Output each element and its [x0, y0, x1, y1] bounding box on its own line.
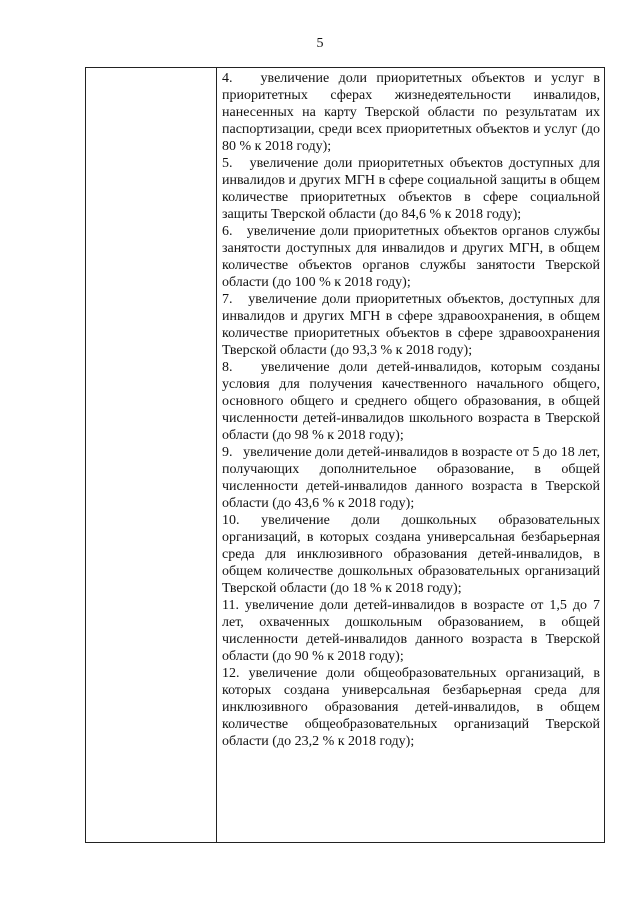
list-item-9: 9. увеличение доли детей-инвалидов в возрасте от 5 до 18 лет, получающих дополнительное образование, в общей численности детей-инвалидов данного возраста в Тверской области (до 43,6 % к 2018 году); — [222, 445, 600, 511]
table-left-cell — [86, 68, 217, 842]
document-table — [85, 67, 605, 843]
list-item-11: 11. увеличение доли детей-инвалидов в возрасте от 1,5 до 7 лет, охваченных дошкольным образованием, в общей численности детей-инвалидов данного возраста в Тверской области (до 90 % к 2018 году); — [222, 598, 600, 664]
list-item-7: 7. увеличение доли приоритетных объектов, доступных для инвалидов и других МГН в сфере здравоохранения, в общем количестве приоритетных объектов в сфере здравоохранения Тверской области (до 93,3 % к 2018 году); — [222, 292, 600, 358]
table-right-cell — [217, 68, 604, 750]
page-number: 5 — [316, 36, 324, 51]
list-item-8: 8. увеличение доли детей-инвалидов, которым созданы условия для получения качественного начального общего, основного общего и среднего общего образования, в общей численности детей-инвалидов школьного возраста в Тверской области (до 98 % к 2018 году); — [222, 360, 600, 443]
list-item-5: 5. увеличение доли приоритетных объектов доступных для инвалидов и других МГН в сфере социальной защиты в общем количестве приоритетных объектов в сфере социальной защиты Тверской области (до 84,6 % к 2018 году); — [222, 156, 600, 222]
list-item-6: 6. увеличение доли приоритетных объектов органов службы занятости доступных для инвалидов и других МГН, в общем количестве объектов органов службы занятости Тверской области (до 100 % к 2018 году); — [222, 224, 600, 290]
list-item-12: 12. увеличение доли общеобразовательных организаций, в которых создана универсальная безбарьерная среда для инклюзивного образования детей-инвалидов, в общем количестве общеобразовательных организаций Тверской области (до 23,2 % к 2018 году); — [222, 666, 600, 749]
list-item-10: 10. увеличение доли дошкольных образовательных организаций, в которых создана универсальная безбарьерная среда для инклюзивного образования детей-инвалидов, в общем количестве дошкольных образовательных организаций Тверской области (до 18 % к 2018 году); — [222, 513, 600, 596]
list-item-4: 4. увеличение доли приоритетных объектов и услуг в приоритетных сферах жизнедеятельности инвалидов, нанесенных на карту Тверской области по результатам их паспортизации, среди всех приоритетных объектов и услуг (до 80 % к 2018 году); — [222, 71, 600, 154]
